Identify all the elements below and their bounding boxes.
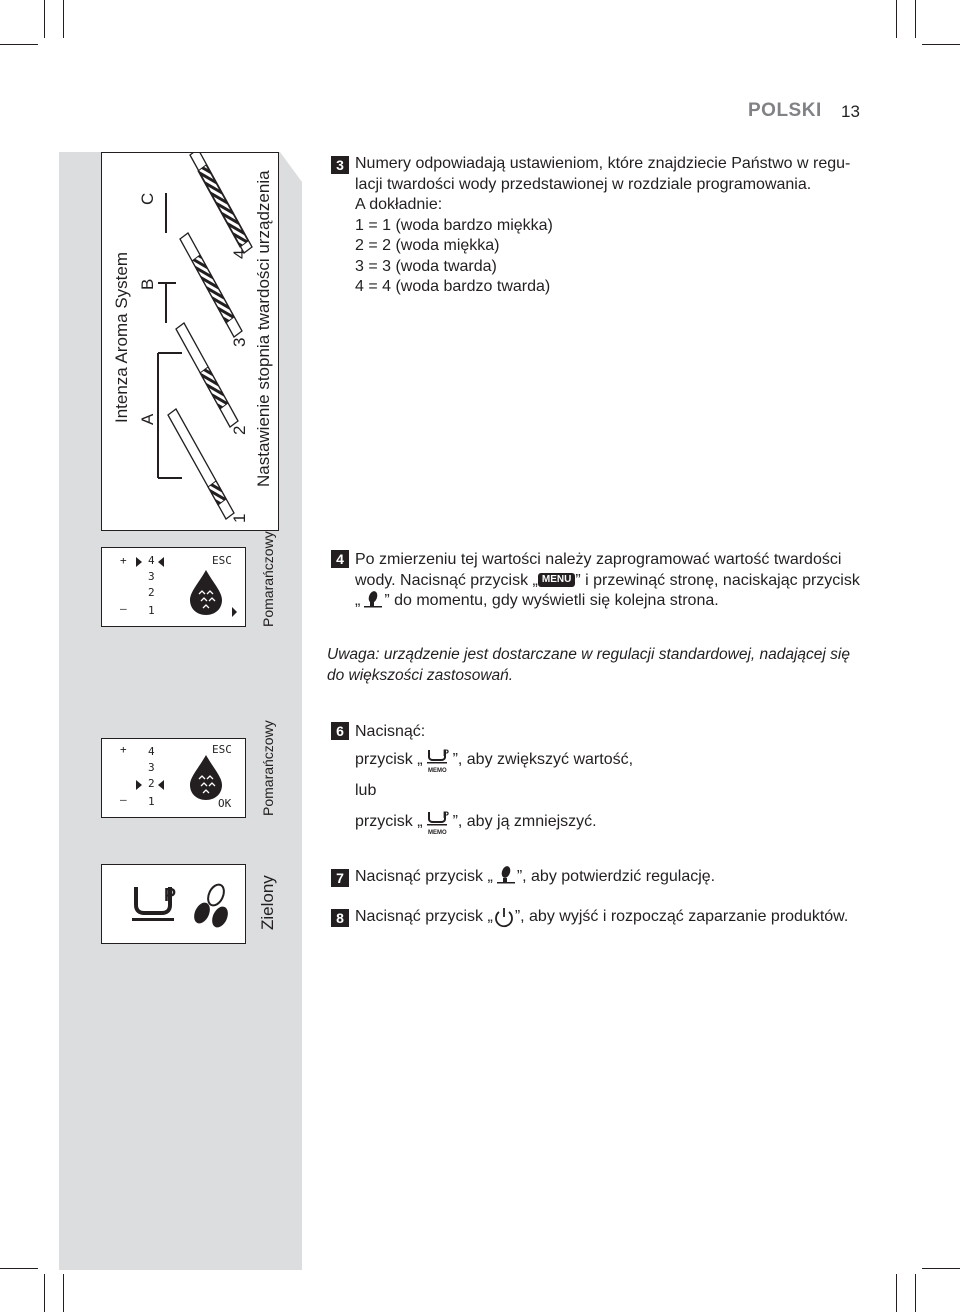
svg-text:P: P	[442, 809, 449, 820]
lcd-level-1: 1	[148, 604, 155, 617]
note-line: do większości zastosowań.	[327, 667, 514, 684]
sidebar-notch	[280, 152, 302, 182]
lcd-level-2: 2	[148, 586, 155, 599]
lcd-level-4: 4	[148, 554, 155, 567]
step-3-line: Numery odpowiadają ustawieniom, które znajdziecie Państwo w regu-	[355, 155, 851, 172]
step-6-line: przycisk „ P MEMO ”, aby ją zmniejszyć.	[355, 809, 597, 836]
step-3-line: 3 = 3 (woda twarda)	[355, 257, 497, 275]
step-4-text	[355, 550, 860, 612]
lcd-plus: +	[120, 554, 127, 567]
lcd-display-ready	[101, 864, 246, 944]
svg-text:P: P	[164, 885, 177, 905]
step-3-text	[355, 154, 850, 298]
strip-number-4: 4	[230, 249, 249, 259]
coffee-beans-icon	[191, 882, 231, 930]
step-3-line: 2 = 2 (woda miękka)	[355, 237, 500, 254]
lcd-level-3: 3	[148, 761, 155, 774]
strip-number-3: 3	[230, 337, 249, 347]
step-7-text: Nacisnąć przycisk „ ”, aby potwierdzić regulację.	[355, 866, 715, 888]
arrow-right-icon	[136, 780, 142, 790]
step-6-line: przycisk „ P MEMO ”, aby zwiększyć wartość,	[355, 747, 634, 774]
note-line: Uwaga: urządzenie jest dostarczane w regulacji standardowej, nadającej się	[327, 646, 850, 663]
water-drop-icon	[190, 755, 222, 800]
test-strip-figure	[101, 152, 279, 531]
arrow-right-icon	[136, 557, 142, 567]
lcd-icons	[102, 548, 247, 628]
step-4-line: „ ” do momentu, gdy wyświetli się kolejna strona.	[355, 591, 860, 612]
lcd-ok: OK	[218, 797, 232, 810]
step-4-line: wody. Nacisnąć przycisk „ MENU ” i przewinąć stronę, naciskając przycisk	[355, 571, 860, 589]
lcd-level-2: 2	[148, 777, 155, 790]
language-header: POLSKI	[748, 100, 822, 121]
lcd-minus: –	[120, 602, 127, 615]
arrow-left-icon	[158, 780, 164, 790]
lcd-display-hardness-select	[101, 547, 246, 627]
lcd-esc: ESC	[212, 554, 232, 567]
page-number: 13	[841, 102, 860, 121]
letter-c: C	[138, 192, 157, 205]
water-drop-icon	[190, 570, 222, 615]
lcd-level-4: 4	[148, 745, 155, 758]
letter-a: A	[138, 413, 157, 425]
step-8-text: Nacisnąć przycisk „ ”, aby wyjść i rozpocząć zaparzanie produktów.	[355, 906, 848, 928]
arrow-left-icon	[158, 557, 164, 567]
aroma-strength-button-icon	[493, 866, 517, 888]
lcd-level-1: 1	[148, 795, 155, 808]
memo-cup-up-button-icon	[423, 746, 453, 774]
lcd-display-hardness-adjust	[101, 738, 246, 818]
step-4-line: Po zmierzeniu tej wartości należy zaprogramować wartość twardości	[355, 551, 842, 568]
lcd1-color-label: Pomarańczowy	[260, 531, 276, 627]
letter-b: B	[138, 278, 157, 290]
strip-number-2: 2	[230, 425, 249, 435]
lcd3-color-label: Zielony	[258, 875, 277, 930]
step-number-8: 8	[331, 909, 349, 927]
coffee-cup-icon	[132, 885, 176, 921]
step-number-3: 3	[331, 156, 349, 174]
note-text	[327, 644, 887, 686]
power-button-icon	[493, 906, 515, 928]
step-6-text	[355, 722, 633, 837]
step-6-line: Nacisnąć:	[355, 723, 426, 740]
svg-text:MEMO: MEMO	[427, 829, 447, 836]
lcd-minus: –	[120, 793, 127, 806]
arrow-right-icon	[232, 607, 237, 617]
step-number-6: 6	[331, 722, 349, 740]
strip-figure-title: Intenza Aroma System	[112, 251, 131, 423]
lcd-plus: +	[120, 743, 127, 756]
strip-figure-subtitle: Nastawienie stopnia twardości urządzenia	[254, 170, 273, 487]
lcd-level-3: 3	[148, 570, 155, 583]
step-3-line: 1 = 1 (woda bardzo miękka)	[355, 216, 553, 234]
step-3-line: 4 = 4 (woda bardzo twarda)	[355, 278, 551, 295]
step-3-line: lacji twardości wody przedstawionej w rozdziale programowania.	[355, 175, 812, 193]
menu-button-icon: MENU	[538, 573, 575, 587]
aroma-strength-button-icon	[360, 591, 384, 611]
strip-number-1: 1	[230, 513, 249, 523]
step-6-line: lub	[355, 782, 377, 799]
lcd2-color-label: Pomarańczowy	[260, 720, 276, 816]
step-number-7: 7	[331, 869, 349, 887]
step-number-4: 4	[331, 550, 349, 568]
memo-cup-down-button-icon	[423, 808, 453, 836]
svg-text:MEMO: MEMO	[427, 767, 447, 774]
step-3-line: A dokładnie:	[355, 196, 443, 213]
lcd-esc: ESC	[212, 743, 232, 756]
svg-text:P: P	[442, 747, 449, 758]
